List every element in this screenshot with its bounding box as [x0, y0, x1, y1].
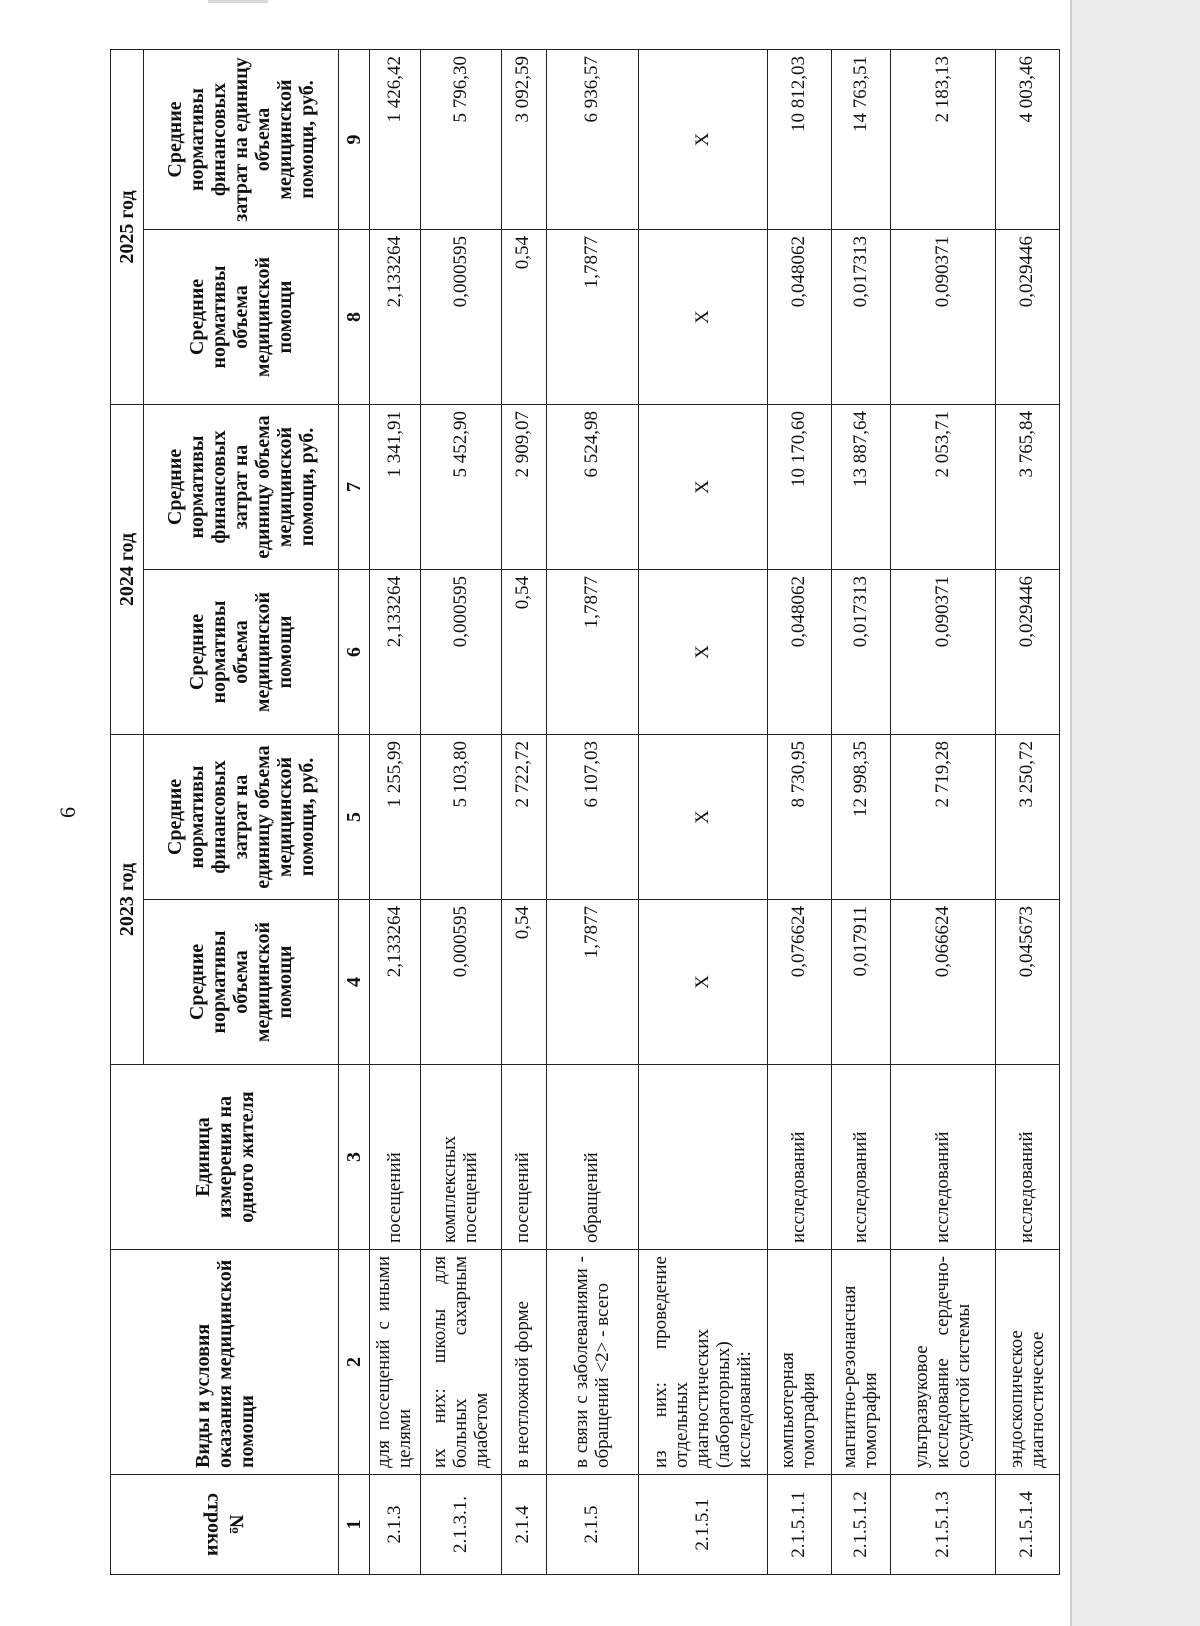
column-number: 3: [339, 1065, 370, 1250]
table-row: [767, 50, 831, 1575]
row-volume-2024: X: [639, 570, 768, 735]
row-kind: их них: школы для больных сахарным диабетом: [421, 1250, 501, 1475]
row-volume-2025: 0,017313: [831, 230, 891, 405]
row-kind: ультразвуковое исследование сердечно-сосудистой системы: [891, 1250, 996, 1475]
row-cost-2023: 12 998,35: [831, 735, 891, 900]
row-cost-2024: X: [639, 405, 768, 570]
header-year-2024: 2024 год: [111, 405, 144, 735]
row-volume-2025: 0,54: [501, 230, 546, 405]
row-volume-2024: 0,54: [501, 570, 546, 735]
row-number: 2.1.5: [546, 1475, 639, 1575]
row-unit: исследований: [831, 1065, 891, 1250]
row-unit: обращений: [546, 1065, 639, 1250]
row-number: 2.1.3: [370, 1475, 421, 1575]
row-kind: компьютерная томография: [767, 1250, 831, 1475]
row-cost-2025: 14 763,51: [831, 50, 891, 230]
scan-mark: [208, 0, 268, 3]
row-kind: для посещений с иными целями: [370, 1250, 421, 1475]
row-volume-2023: 2,133264: [370, 900, 421, 1065]
row-volume-2023: 0,066624: [891, 900, 996, 1065]
column-number: 2: [339, 1250, 370, 1475]
row-number: 2.1.5.1.2: [831, 1475, 891, 1575]
table-row: [501, 50, 546, 1575]
rotated-page: [55, 50, 1060, 1575]
row-volume-2023: 1,7877: [546, 900, 639, 1065]
row-cost-2024: 13 887,64: [831, 405, 891, 570]
column-numbers-row: [339, 50, 370, 1575]
row-volume-2024: 0,000595: [421, 570, 501, 735]
header-kind: Виды и условия оказания медицинской помощи: [111, 1250, 339, 1475]
row-cost-2025: 4 003,46: [996, 50, 1060, 230]
page-number: 6: [55, 807, 80, 818]
row-kind: в неотложной форме: [501, 1250, 546, 1475]
row-cost-2023: 2 722,72: [501, 735, 546, 900]
row-cost-2025: 1 426,42: [370, 50, 421, 230]
row-volume-2025: 0,048062: [767, 230, 831, 405]
row-cost-2025: X: [639, 50, 768, 230]
row-unit: посещений: [370, 1065, 421, 1250]
row-volume-2024: 1,7877: [546, 570, 639, 735]
row-volume-2024: 0,090371: [891, 570, 996, 735]
row-volume-2024: 0,029446: [996, 570, 1060, 735]
header-volume-2023: Средние нормативы объема медицинской помощи: [143, 900, 338, 1065]
row-cost-2023: 1 255,99: [370, 735, 421, 900]
row-unit: исследований: [767, 1065, 831, 1250]
row-volume-2023: 0,045673: [996, 900, 1060, 1065]
column-number: 1: [339, 1475, 370, 1575]
table-row: [891, 50, 996, 1575]
column-number: 4: [339, 900, 370, 1065]
column-number: 5: [339, 735, 370, 900]
header-row-years: [111, 50, 144, 1575]
header-cost-2024: Средние нормативы финансовых затрат на единицу объема медицинской помощи, руб.: [143, 405, 338, 570]
row-kind: эндоскопическое диагностическое: [996, 1250, 1060, 1475]
row-kind: магнитно-резонансная томография: [831, 1250, 891, 1475]
row-volume-2023: 0,017911: [831, 900, 891, 1065]
row-cost-2024: 3 765,84: [996, 405, 1060, 570]
row-number: 2.1.5.1.3: [891, 1475, 996, 1575]
row-cost-2024: 6 524,98: [546, 405, 639, 570]
row-volume-2025: 2,133264: [370, 230, 421, 405]
row-cost-2023: 5 103,80: [421, 735, 501, 900]
row-cost-2025: 2 183,13: [891, 50, 996, 230]
row-volume-2025: 1,7877: [546, 230, 639, 405]
row-cost-2025: 10 812,03: [767, 50, 831, 230]
row-cost-2024: 1 341,91: [370, 405, 421, 570]
header-volume-2025: Средние нормативы объема медицинской помощи: [143, 230, 338, 405]
header-unit: Единица измерения на одного жителя: [111, 1065, 339, 1250]
table-row: [996, 50, 1060, 1575]
row-cost-2023: 3 250,72: [996, 735, 1060, 900]
row-cost-2023: 6 107,03: [546, 735, 639, 900]
row-volume-2024: 0,017313: [831, 570, 891, 735]
row-volume-2025: 0,029446: [996, 230, 1060, 405]
row-volume-2025: 0,090371: [891, 230, 996, 405]
row-cost-2023: X: [639, 735, 768, 900]
row-volume-2023: X: [639, 900, 768, 1065]
row-number: 2.1.3.1.: [421, 1475, 501, 1575]
row-unit: исследований: [891, 1065, 996, 1250]
row-volume-2025: 0,000595: [421, 230, 501, 405]
row-number: 2.1.5.1: [639, 1475, 768, 1575]
row-volume-2023: 0,076624: [767, 900, 831, 1065]
row-cost-2025: 6 936,57: [546, 50, 639, 230]
row-volume-2024: 2,133264: [370, 570, 421, 735]
row-cost-2023: 8 730,95: [767, 735, 831, 900]
row-unit: исследований: [996, 1065, 1060, 1250]
row-volume-2023: 0,54: [501, 900, 546, 1065]
column-number: 6: [339, 570, 370, 735]
row-number: 2.1.5.1.1: [767, 1475, 831, 1575]
row-cost-2024: 2 053,71: [891, 405, 996, 570]
table-row: [421, 50, 501, 1575]
row-cost-2025: 3 092,59: [501, 50, 546, 230]
header-cost-2025: Средние нормативы финансовых затрат на единицу объема медицинской помощи, руб.: [143, 50, 338, 230]
table-row: [831, 50, 891, 1575]
header-year-2025: 2025 год: [111, 50, 144, 405]
row-cost-2023: 2 719,28: [891, 735, 996, 900]
row-cost-2024: 10 170,60: [767, 405, 831, 570]
row-unit: посещений: [501, 1065, 546, 1250]
header-year-2023: 2023 год: [111, 735, 144, 1065]
header-volume-2024: Средние нормативы объема медицинской помощи: [143, 570, 338, 735]
table-row: [546, 50, 639, 1575]
row-number: 2.1.4: [501, 1475, 546, 1575]
row-number: 2.1.5.1.4: [996, 1475, 1060, 1575]
row-cost-2025: 5 796,30: [421, 50, 501, 230]
row-cost-2024: 2 909,07: [501, 405, 546, 570]
row-kind: из них: проведение отдельных диагностических (лабораторных) исследований:: [639, 1250, 768, 1475]
table-row: [370, 50, 421, 1575]
scan-right-edge: [1070, 0, 1200, 1626]
header-row-number: № строки: [111, 1475, 339, 1575]
row-unit: комплексных посещений: [421, 1065, 501, 1250]
norms-table: [110, 49, 1060, 1575]
column-number: 8: [339, 230, 370, 405]
row-volume-2023: 0,000595: [421, 900, 501, 1065]
row-kind: в связи с заболеваниями - обращений <2> - всего: [546, 1250, 639, 1475]
row-volume-2025: X: [639, 230, 768, 405]
row-volume-2024: 0,048062: [767, 570, 831, 735]
column-number: 9: [339, 50, 370, 230]
column-number: 7: [339, 405, 370, 570]
row-cost-2024: 5 452,90: [421, 405, 501, 570]
header-cost-2023: Средние нормативы финансовых затрат на единицу объема медицинской помощи, руб.: [143, 735, 338, 900]
table-row: [639, 50, 768, 1575]
row-unit: [639, 1065, 768, 1250]
